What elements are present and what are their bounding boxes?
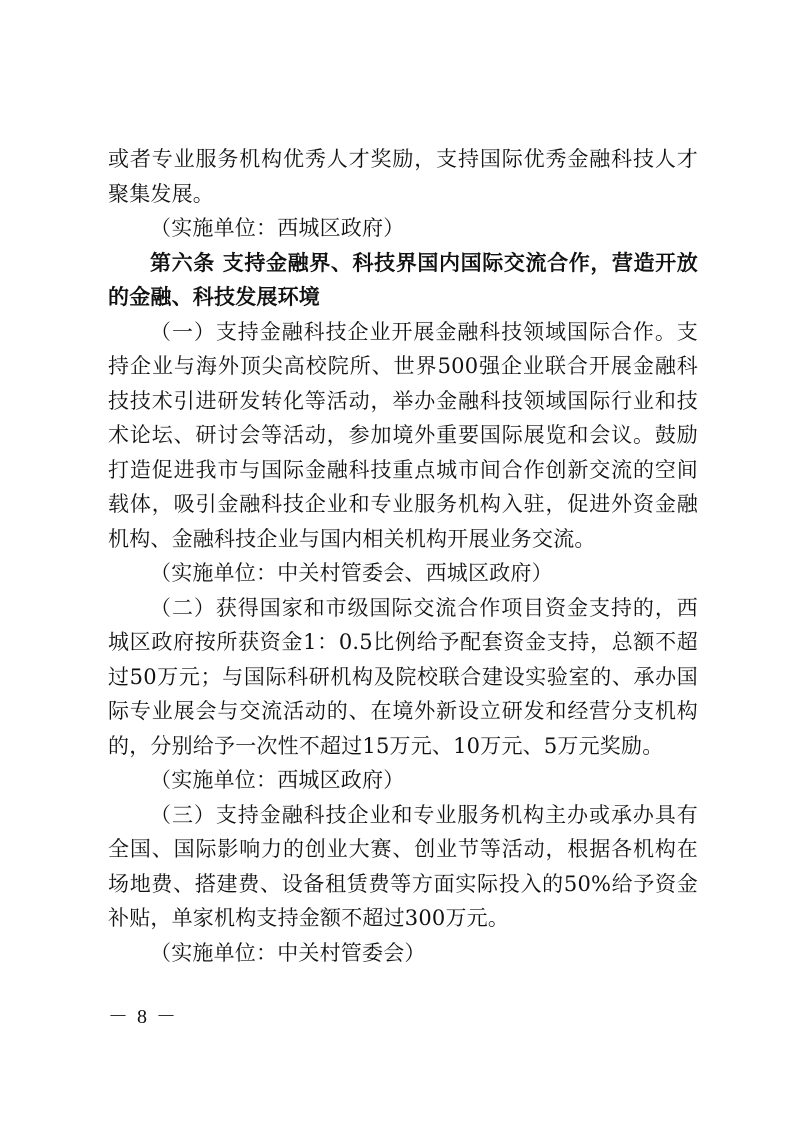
document-body — [108, 142, 698, 970]
clause-two: （二）获得国家和市级国际交流合作项目资金支持的，西城区政府按所获资金1：0.5比例给予配套资金支持，总额不超过50万元；与国际科研机构及院校联合建设实验室的、承办国际专业展会与交流活动的、在境外新设立研发和经营分支机构的，分别给予一次性不超过15万元、10万元、5万元奖励。 — [108, 595, 698, 758]
implementing-unit-note: （实施单位：西城区政府） — [150, 768, 405, 792]
clause-one: （一）支持金融科技企业开展金融科技领域国际合作。支持企业与海外顶尖高校院所、世界500强企业联合开展金融科技技术引进研发转化等活动，举办金融科技领域国际行业和技术论坛、研讨会等活动，参加境外重要国际展览和会议。鼓励打造促进我市与国际金融科技重点城市间合作创新交流的空间载体，吸引金融科技企业和专业服务机构入驻，促进外资金融机构、金融科技企业与国内相关机构开展业务交流。 — [108, 319, 698, 551]
implementing-unit-note: （实施单位：中关村管委会） — [150, 940, 426, 965]
implementing-unit-note: （实施单位：中关村管委会、西城区政府） — [150, 561, 553, 585]
implementing-unit-note: （实施单位：西城区政府） — [150, 216, 405, 240]
page-number: － 8 － — [108, 1006, 178, 1028]
article-heading: 第六条 支持金融界、科技界国内国际交流合作，营造开放的金融、科技发展环境 — [108, 250, 698, 309]
clause-three: （三）支持金融科技企业和专业服务机构主办或承办具有全国、国际影响力的创业大赛、创业节等活动，根据各机构在场地费、搭建费、设备租赁费等方面实际投入的50%给予资金补贴，单家机构支持金额不超过300万元。 — [108, 802, 698, 930]
paragraph-continuation: 或者专业服务机构优秀人才奖励，支持国际优秀金融科技人才聚集发展。 — [108, 147, 698, 206]
